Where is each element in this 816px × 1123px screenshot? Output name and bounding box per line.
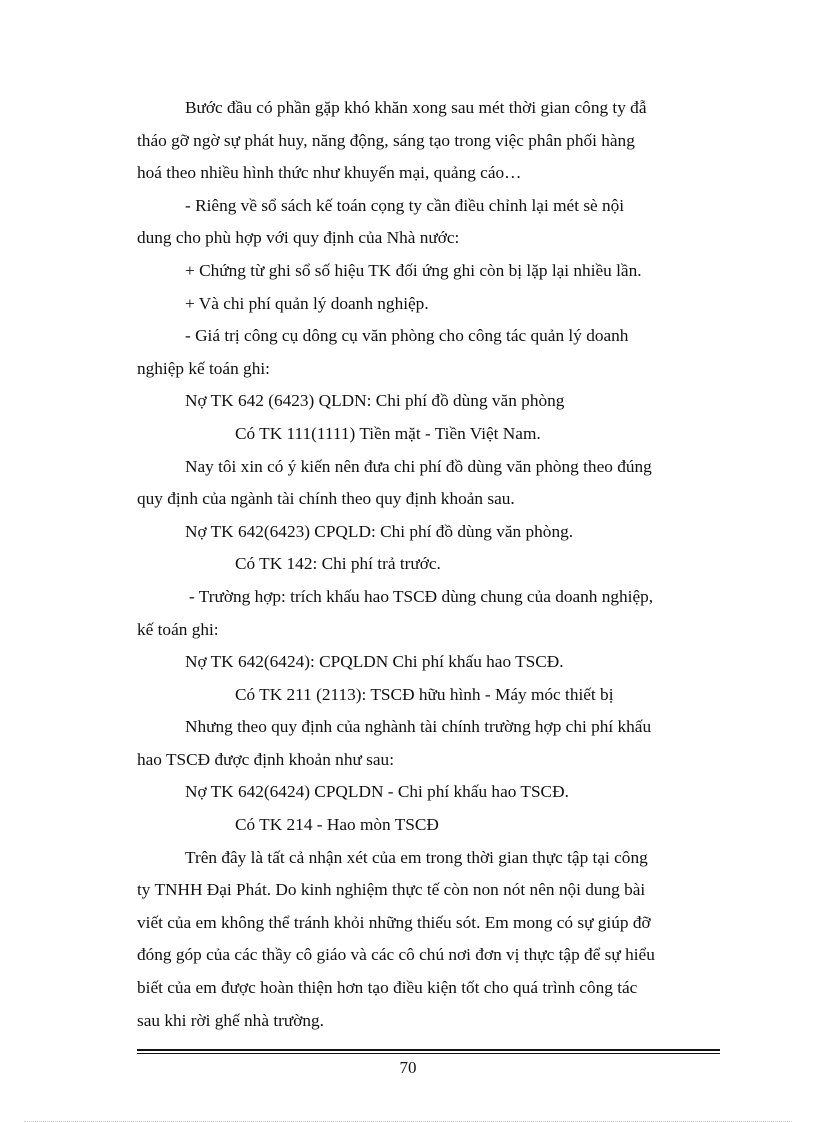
text-line: Nợ TK 642 (6423) QLDN: Chi phí đồ dùng văn phòng (185, 391, 565, 411)
entry-debit-6423-proposed (137, 516, 720, 549)
text-line: dung cho phù hợp với quy định của Nhà nước: (137, 228, 460, 248)
text-line: + Chứng từ ghi sổ số hiệu TK đối ứng ghi còn bị lặp lại nhiều lần. (185, 260, 642, 280)
text-line: Nợ TK 642(6424) CPQLDN - Chi phí khấu hao TSCĐ. (185, 782, 569, 802)
entry-credit-2113 (137, 679, 720, 712)
page-body (137, 92, 720, 1037)
text-line: ty TNHH Đại Phát. Do kinh nghiệm thực tế còn non nót nên nội dung bài (137, 880, 646, 900)
text-line: Trên đây là tất cả nhận xét của em trong thời gian thực tập tại công (185, 847, 648, 867)
text-line: nghiệp kế toán ghi: (137, 358, 270, 378)
text-line: Nợ TK 642(6423) CPQLD: Chi phí đồ dùng văn phòng. (185, 521, 574, 541)
text-line: viết của em không thể tránh khỏi những thiếu sót. Em mong có sự giúp đỡ (137, 912, 651, 932)
footer-divider-thick (137, 1049, 720, 1051)
text-line: Có TK 111(1111) Tiền mặt - Tiền Việt Nam. (235, 423, 541, 443)
text-line: quy định của ngành tài chính theo quy định khoản sau. (137, 489, 515, 509)
text-line: Có TK 211 (2113): TSCĐ hữu hình - Máy móc thiết bị (235, 684, 614, 704)
page-number: 70 (399, 1058, 417, 1077)
text-line: đóng góp của các thầy cô giáo và các cô chú nơi đơn vị thực tập để sự hiểu (137, 945, 655, 965)
entry-credit-214 (137, 809, 720, 842)
text-line: tháo gỡ ngờ sự phát huy, năng động, sáng tạo trong việc phân phối hàng (137, 130, 635, 150)
entry-debit-6424 (137, 646, 720, 679)
text-line: hao TSCĐ được định khoản như sau: (137, 749, 394, 769)
text-line: hoá theo nhiều hình thức như khuyến mại, quảng cáo… (137, 163, 522, 183)
text-line: Nợ TK 642(6424): CPQLDN Chi phí khấu hao TSCĐ. (185, 652, 564, 672)
paragraph-conclusion (137, 842, 720, 1038)
text-line: sau khi rời ghế nhà trường. (137, 1010, 324, 1030)
text-line: - Trường hợp: trích khấu hao TSCĐ dùng chung của doanh nghiệp, (189, 586, 654, 606)
paragraph-depreciation (137, 581, 720, 646)
text-line: Bước đầu có phần gặp khó khăn xong sau mét thời gian công ty đẫ (185, 98, 647, 117)
text-line: Có TK 142: Chi phí trả trước. (235, 554, 441, 574)
paragraph-admin-cost (137, 288, 720, 321)
text-line: Nhưng theo quy định của nghành tài chính trường hợp chi phí khấu (185, 717, 652, 737)
paragraph-suggestion (137, 451, 720, 516)
paragraph-bookkeeping (137, 190, 720, 255)
text-line: - Riêng về sổ sách kế toán cọng ty cần điều chỉnh lại mét sè nội (185, 195, 625, 215)
entry-debit-6424-proposed (137, 776, 720, 809)
entry-debit-6423 (137, 385, 720, 418)
text-line: Nay tôi xin có ý kiến nên đưa chi phí đồ dùng văn phòng theo đúng (185, 456, 652, 476)
paragraph-regulation (137, 711, 720, 776)
paragraph-voucher-note (137, 255, 720, 288)
text-line: - Giá trị công cụ dông cụ văn phòng cho công tác quản lý doanh (185, 326, 629, 346)
text-line: Có TK 214 - Hao mòn TSCĐ (235, 815, 439, 835)
footer-divider-thin (137, 1053, 720, 1054)
paragraph-intro (137, 92, 720, 190)
text-line: kế toán ghi: (137, 619, 219, 639)
paragraph-office-tools (137, 320, 720, 385)
text-line: + Và chi phí quản lý doanh nghiệp. (185, 293, 429, 313)
entry-credit-1111 (137, 418, 720, 451)
page-edge-dotted-line (24, 1121, 792, 1122)
text-line: biết của em được hoàn thiện hơn tạo điều kiện tốt cho quá trình công tác (137, 978, 638, 998)
entry-credit-142 (137, 548, 720, 581)
footer-divider (137, 1049, 720, 1055)
